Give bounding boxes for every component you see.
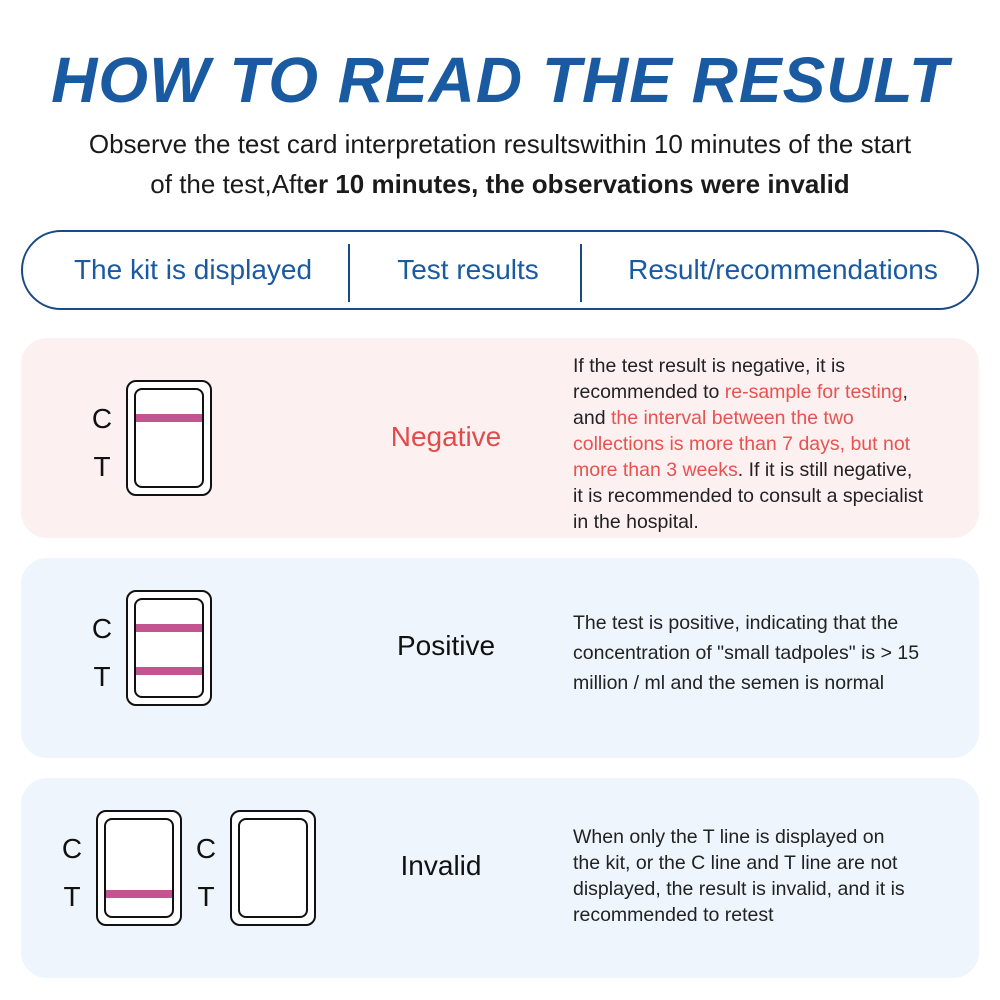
- desc-highlight: re-sample for testing: [724, 381, 903, 403]
- negative-recommendation: [573, 353, 973, 535]
- desc-highlight-line: collections is more than 7 days, but not: [573, 433, 911, 455]
- invalid-recommendation: [573, 824, 973, 928]
- header-recommendations: Result/recommendations: [628, 254, 938, 285]
- negative-row: [21, 338, 979, 538]
- test-line-band: [136, 667, 202, 675]
- desc-line: displayed, the result is invalid, and it is: [573, 878, 905, 900]
- test-window: [134, 388, 204, 488]
- desc-line: [573, 457, 973, 483]
- instructions-line-2-start: of the test,Aft: [150, 169, 304, 199]
- instructions-line-2-emphasis: er 10 minutes, the observations were invalid: [303, 169, 850, 199]
- header-test-results: Test results: [397, 254, 539, 285]
- desc-text: . If it is still negative,: [737, 459, 913, 481]
- positive-recommendation: [573, 608, 973, 698]
- c-line-label: C: [195, 833, 217, 864]
- control-line-band: [136, 414, 202, 422]
- test-window: [104, 818, 174, 918]
- desc-line: in the hospital.: [573, 511, 699, 533]
- test-line-band: [106, 890, 172, 898]
- desc-line: The test is positive, indicating that the: [573, 612, 899, 634]
- t-line-label: T: [63, 881, 81, 912]
- test-card-negative: [126, 380, 212, 496]
- c-line-label: C: [61, 833, 83, 864]
- result-negative: Negative: [390, 421, 502, 452]
- desc-highlight: more than 3 weeks: [573, 459, 738, 481]
- desc-line: recommended to retest: [573, 904, 774, 926]
- desc-line: [573, 405, 973, 431]
- desc-highlight: the interval between the two: [610, 407, 854, 429]
- desc-text: ,: [902, 381, 908, 403]
- control-line-band: [136, 624, 202, 632]
- desc-line: [573, 379, 973, 405]
- header-divider: [348, 244, 350, 302]
- instructions-line-2: [40, 164, 960, 204]
- c-line-label: C: [91, 403, 113, 434]
- header-divider: [580, 244, 582, 302]
- result-invalid: Invalid: [400, 850, 482, 881]
- instructions-line-1: Observe the test card interpretation resultswithin 10 minutes of the start: [88, 129, 912, 159]
- t-line-label: T: [197, 881, 215, 912]
- c-line-label: C: [91, 613, 113, 644]
- result-positive: Positive: [396, 630, 496, 661]
- page-title: HOW TO READ THE RESULT: [51, 44, 949, 116]
- desc-line: If the test result is negative, it is: [573, 355, 846, 377]
- positive-row: [21, 558, 979, 758]
- test-window: [238, 818, 308, 918]
- test-card-invalid-no-lines: [230, 810, 316, 926]
- header-kit-displayed: The kit is displayed: [73, 254, 313, 285]
- desc-line: the kit, or the C line and T line are not: [573, 852, 898, 874]
- test-card-invalid-t-only: [96, 810, 182, 926]
- invalid-row: [21, 778, 979, 978]
- t-line-label: T: [93, 661, 111, 692]
- test-window: [134, 598, 204, 698]
- desc-line: concentration of "small tadpoles" is > 15: [573, 642, 920, 664]
- t-line-label: T: [93, 451, 111, 482]
- desc-line: it is recommended to consult a specialist: [573, 485, 924, 507]
- desc-text: recommended to: [573, 381, 725, 403]
- test-card-positive: [126, 590, 212, 706]
- instructions: [40, 124, 960, 204]
- desc-line: When only the T line is displayed on: [573, 826, 885, 848]
- table-header: [21, 230, 979, 310]
- desc-text: and: [573, 407, 611, 429]
- desc-line: million / ml and the semen is normal: [573, 672, 885, 694]
